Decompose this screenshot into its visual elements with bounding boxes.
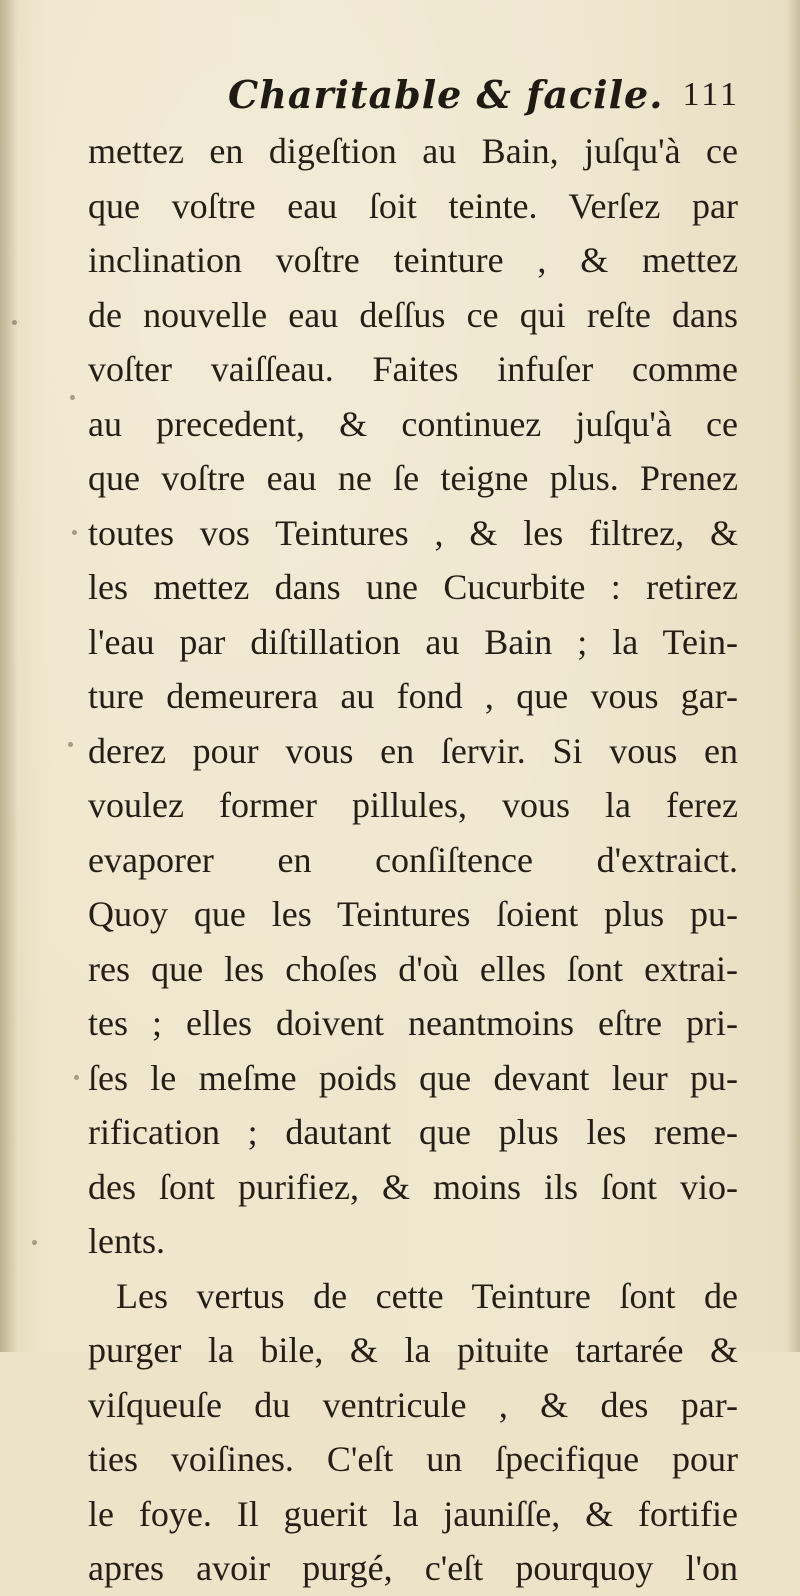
ink-speck [32,1240,37,1245]
text-line: Quoy que les Teintures ſoient plus pu- [88,894,738,934]
text-line: que voſtre eau ne ſe teigne plus. Prenez [88,458,738,498]
text-line: voſter vaiſſeau. Faites infuſer comme [88,349,738,389]
text-line: les mettez dans une Cucurbite : retirez [88,567,738,607]
text-line: viſqueuſe du ventricule , & des par- [88,1384,738,1425]
text-line: toutes vos Teintures , & les filtrez, & [88,512,738,553]
text-line: au precedent, & continuez juſqu'à ce [88,403,738,444]
text-line: lents. [88,1221,165,1261]
text-line: voulez former pillules, vous la ferez [88,785,738,825]
text-line: res que les choſes d'où elles ſont extrai- [88,948,738,989]
page-edge [786,0,800,1352]
text-line: purger la bile, & la pituite tartarée & [88,1330,738,1370]
text-line: evaporer en conſiſtence d'extraict. [88,839,738,880]
text-line: le foye. Il guerit la jauniſſe, & fortifie [88,1493,738,1534]
text-line: tes ; elles doivent neantmoins eſtre pri- [88,1003,738,1043]
page-number: 111 [682,76,740,113]
text-line: de nouvelle eau deſſus ce qui reſte dans [88,294,738,335]
ink-speck [68,742,73,747]
text-line: apres avoir purgé, c'eſt pourquoy l'on [88,1548,738,1588]
text-line: ſes le meſme poids que devant leur pu- [88,1057,738,1098]
ink-speck [74,1075,79,1080]
gutter-shadow [0,0,18,1352]
ink-speck [70,395,75,400]
text-line: inclination voſtre teinture , & mettez [88,240,738,280]
text-line: des ſont purifiez, & moins ils ſont vio- [88,1166,738,1207]
text-line: l'eau par diſtillation au Bain ; la Tein- [88,621,738,662]
body-text [88,124,738,1596]
running-title: Charitable & facile. [228,72,664,117]
text-line: que voſtre eau ſoit teinte. Verſez par [88,185,738,226]
text-line: ture demeurera au fond , que vous gar- [88,676,738,716]
text-line: derez pour vous en ſervir. Si vous en [88,730,738,771]
ink-speck [12,320,17,325]
running-head [90,72,740,122]
text-line: rification ; dautant que plus les reme- [88,1112,738,1152]
ink-speck [72,530,77,535]
text-line: ties voiſines. C'eſt un ſpecifique pour [88,1439,738,1479]
text-line: Les vertus de cette Teinture ſont de [116,1275,738,1316]
text-line: mettez en digeſtion au Bain, juſqu'à ce [88,131,738,171]
